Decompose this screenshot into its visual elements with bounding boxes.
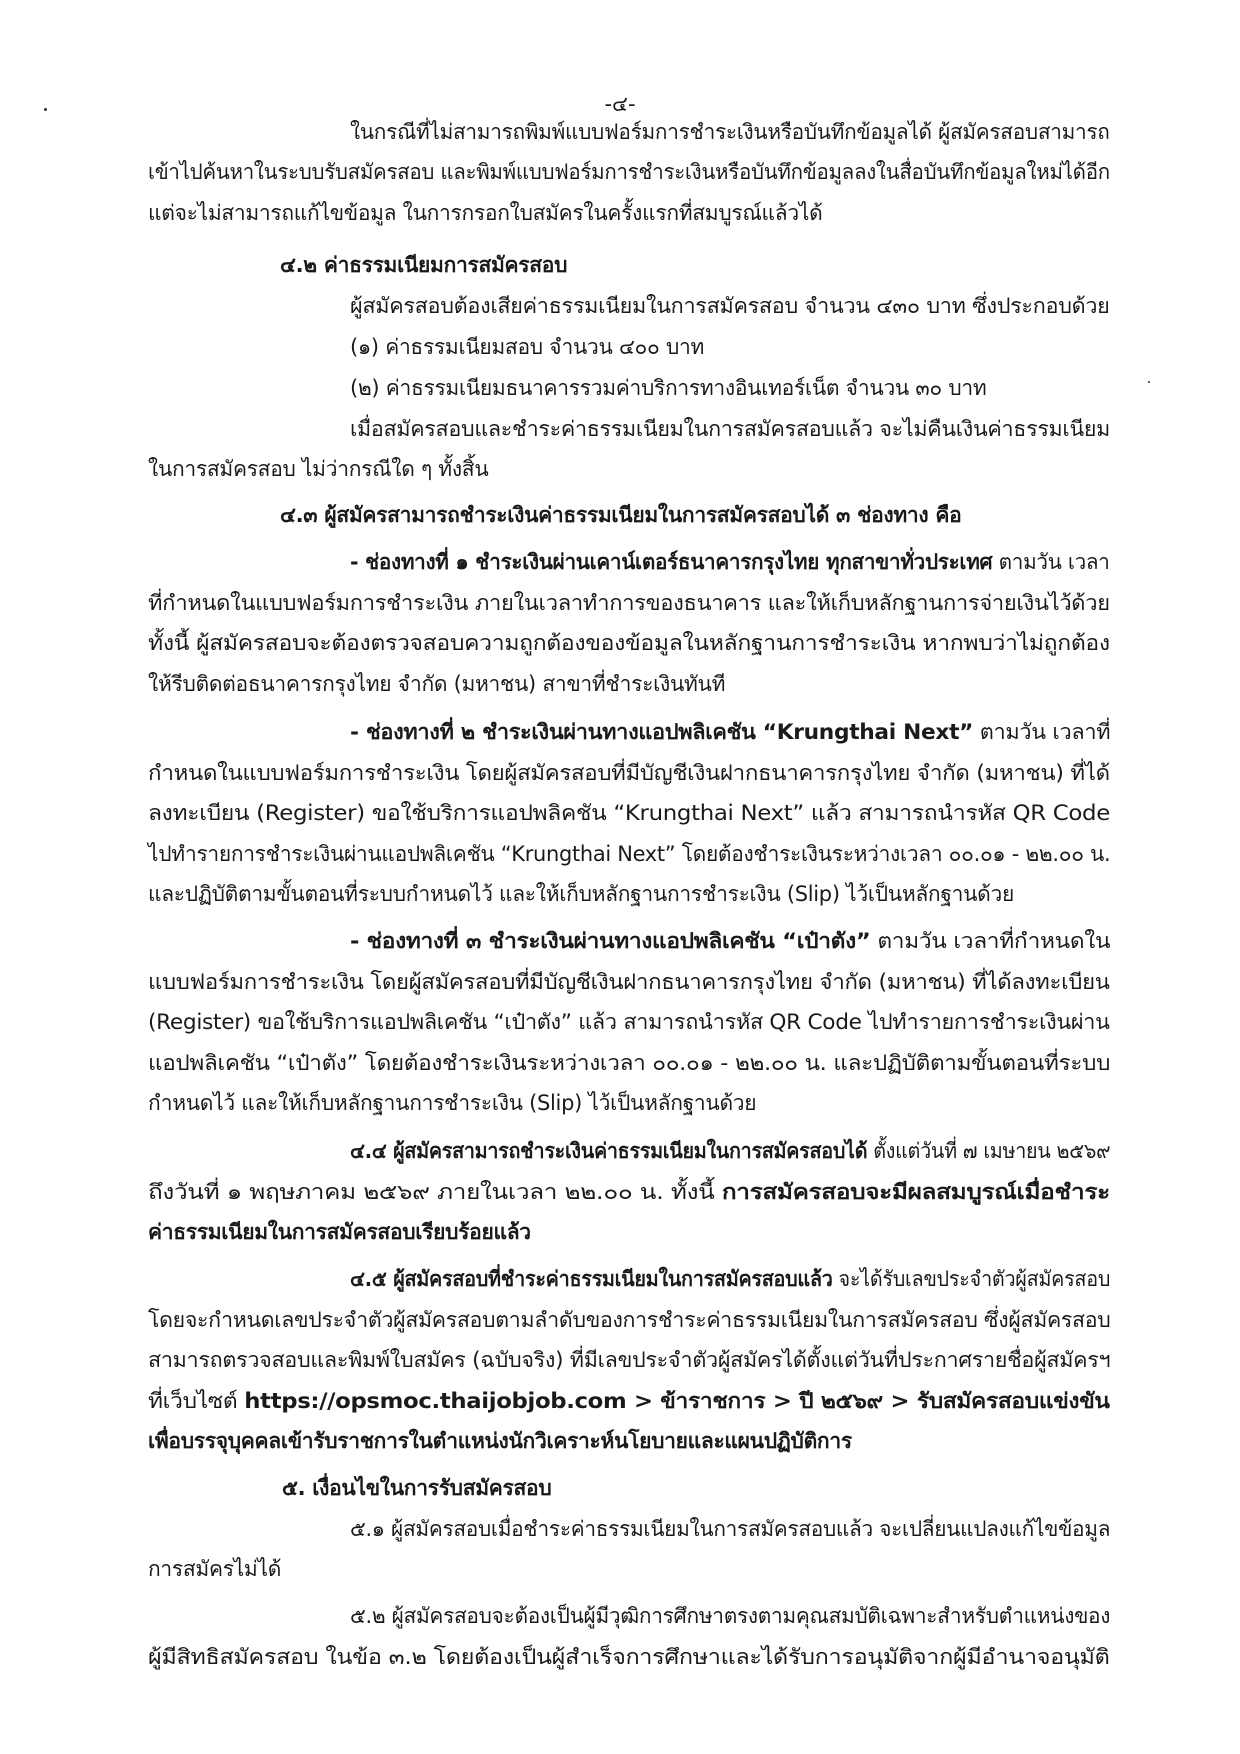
text-line bbox=[148, 1305, 1110, 1335]
text-line bbox=[148, 1426, 852, 1456]
text-line bbox=[350, 547, 1110, 577]
text-segment: แอปพลิเคชัน “เป๋าตัง” โดยต้องชำระเงินระหว่างเวลา ๐๐.๐๑ - ๒๒.๐๐ น. และปฏิบัติตามขั้นตอนที่ระบบ bbox=[148, 1051, 1111, 1075]
text-segment: จะได้รับเลขประจำตัวผู้สมัครสอบ bbox=[832, 1267, 1111, 1291]
text-segment: และปฏิบัติตามขั้นตอนที่ระบบกำหนดไว้ และให้เก็บหลักฐานการชำระเงิน (Slip) ไว้เป็นหลักฐานด้วย bbox=[148, 882, 1015, 906]
text-segment: ตั้งแต่วันที่ ๗ เมษายน ๒๕๖๙ bbox=[867, 1139, 1111, 1163]
bold-text: ๔.๔ ผู้สมัครสามารถชำระเงินค่าธรรมเนียมในการสมัครสอบได้ bbox=[350, 1139, 868, 1163]
text-segment: ตามวัน เวลา bbox=[992, 550, 1110, 574]
text-line bbox=[350, 1264, 1110, 1294]
text-line bbox=[148, 588, 1110, 618]
text-line bbox=[350, 926, 1110, 956]
bold-text: ๕. เงื่อนไขในการรับสมัครสอบ bbox=[282, 1476, 552, 1500]
text-segment: แต่จะไม่สามารถแก้ไขข้อมูล ในการกรอกใบสมัครในครั้งแรกที่สมบูรณ์แล้วได้ bbox=[148, 201, 823, 225]
text-segment: (๑) ค่าธรรมเนียมสอบ จำนวน ๔๐๐ บาท bbox=[350, 335, 705, 359]
text-line bbox=[148, 628, 1110, 658]
bold-text: ๔.๕ ผู้สมัครสอบที่ชำระค่าธรรมเนียมในการสมัครสอบแล้ว bbox=[350, 1267, 833, 1291]
bold-text: - ช่องทางที่ ๒ ชำระเงินผ่านทางแอปพลิเคชัน “Krungthai Next” bbox=[350, 720, 974, 744]
text-line bbox=[148, 1386, 1110, 1416]
bold-text: - ช่องทางที่ ๑ ชำระเงินผ่านเคาน์เตอร์ธนาคารกรุงไทย ทุกสาขาทั่วประเทศ bbox=[350, 550, 993, 574]
text-segment: โดยจะกำหนดเลขประจำตัวผู้สมัครสอบตามลำดับของการชำระค่าธรรมเนียมในการสมัครสอบ ซึ่งผู้สมัครสอบ bbox=[148, 1308, 1111, 1332]
text-line bbox=[148, 669, 725, 699]
text-line bbox=[350, 414, 1110, 444]
text-segment: ๕.๑ ผู้สมัครสอบเมื่อชำระค่าธรรมเนียมในการสมัครสอบแล้ว จะเปลี่ยนแปลงแก้ไขข้อมูล bbox=[350, 1517, 1111, 1541]
text-segment: ตามวัน เวลาที่ bbox=[973, 720, 1111, 744]
text-line bbox=[148, 1554, 281, 1584]
text-line bbox=[280, 250, 567, 280]
text-line bbox=[350, 717, 1110, 747]
text-segment: ตามวัน เวลาที่กำหนดใน bbox=[870, 929, 1111, 953]
text-segment: ทั้งนี้ ผู้สมัครสอบจะต้องตรวจสอบความถูกต้องของข้อมูลในหลักฐานการชำระเงิน หากพบว่าไม่ถูกต้อง bbox=[148, 631, 1110, 655]
text-segment: เข้าไปค้นหาในระบบรับสมัครสอบ และพิมพ์แบบฟอร์มการชำระเงินหรือบันทึกข้อมูลลงในสื่อบันทึกข้อมูลใหม่ได้อีก bbox=[148, 160, 1110, 184]
text-segment: แบบฟอร์มการชำระเงิน โดยผู้สมัครสอบที่มีบัญชีเงินฝากธนาคารกรุงไทย จำกัด (มหาชน) ที่ได้ลงทะเบียน bbox=[148, 970, 1110, 994]
text-segment: ที่กำหนดในแบบฟอร์มการชำระเงิน ภายในเวลาทำการของธนาคาร และให้เก็บหลักฐานการจ่ายเงินไว้ด้วย bbox=[148, 591, 1110, 615]
text-line bbox=[148, 967, 1110, 997]
text-segment: เมื่อสมัครสอบและชำระค่าธรรมเนียมในการสมัครสอบแล้ว จะไม่คืนเงินค่าธรรมเนียม bbox=[350, 417, 1111, 441]
scan-speck bbox=[44, 108, 47, 111]
text-segment: ในกรณีที่ไม่สามารถพิมพ์แบบฟอร์มการชำระเงินหรือบันทึกข้อมูลได้ ผู้สมัครสอบสามารถ bbox=[350, 120, 1110, 144]
text-segment: ในการสมัครสอบ ไม่ว่ากรณีใด ๆ ทั้งสิ้น bbox=[148, 457, 489, 481]
text-segment: ผู้สมัครสอบต้องเสียค่าธรรมเนียมในการสมัครสอบ จำนวน ๔๓๐ บาท ซึ่งประกอบด้วย bbox=[350, 294, 1110, 318]
text-line bbox=[350, 1136, 1110, 1166]
text-segment: ให้รีบติดต่อธนาคารกรุงไทย จำกัด (มหาชน) สาขาที่ชำระเงินทันที bbox=[148, 672, 726, 696]
text-segment: (๒) ค่าธรรมเนียมธนาคารรวมค่าบริการทางอินเทอร์เน็ต จำนวน ๓๐ บาท bbox=[350, 376, 987, 400]
text-segment: ถึงวันที่ ๑ พฤษภาคม ๒๕๖๙ ภายในเวลา ๒๒.๐๐ น. ทั้งนี้ bbox=[148, 1180, 722, 1204]
text-line bbox=[350, 291, 1110, 321]
bold-text: เพื่อบรรจุบุคคลเข้ารับราชการในตำแหน่งนักวิเคราะห์นโยบายและแผนปฏิบัติการ bbox=[148, 1429, 852, 1453]
text-segment: ๕.๒ ผู้สมัครสอบจะต้องเป็นผู้มีวุฒิการศึกษาตรงตามคุณสมบัติเฉพาะสำหรับตำแหน่งของ bbox=[350, 1604, 1111, 1628]
bold-text: - ช่องทางที่ ๓ ชำระเงินผ่านทางแอปพลิเคชัน “เป๋าตัง” bbox=[350, 929, 871, 953]
text-segment: ที่เว็บไซต์ bbox=[148, 1389, 245, 1413]
text-segment: สามารถตรวจสอบและพิมพ์ใบสมัคร (ฉบับจริง) ที่มีเลขประจำตัวผู้สมัครได้ตั้งแต่วันที่ประกาศรายชื่อผู้สมัครฯ bbox=[148, 1348, 1111, 1372]
text-line bbox=[350, 117, 1110, 147]
text-line bbox=[148, 1048, 1110, 1078]
page-number: -๔- bbox=[604, 92, 636, 116]
text-line bbox=[148, 798, 1110, 828]
text-line bbox=[148, 454, 488, 484]
bold-text: ๔.๒ ค่าธรรมเนียมการสมัครสอบ bbox=[280, 253, 568, 277]
text-line bbox=[148, 157, 1110, 187]
text-line bbox=[148, 839, 1110, 869]
text-line bbox=[148, 758, 1110, 788]
text-line bbox=[282, 1473, 551, 1503]
text-line bbox=[148, 1345, 1110, 1375]
text-line bbox=[148, 1642, 1110, 1672]
text-segment: กำหนดไว้ และให้เก็บหลักฐานการชำระเงิน (Slip) ไว้เป็นหลักฐานด้วย bbox=[148, 1091, 757, 1115]
text-line bbox=[148, 1217, 531, 1247]
text-line bbox=[280, 500, 961, 530]
text-segment: กำหนดในแบบฟอร์มการชำระเงิน โดยผู้สมัครสอบที่มีบัญชีเงินฝากธนาคารกรุงไทย จำกัด (มหาชน) ที่ได้ bbox=[148, 761, 1110, 785]
text-line bbox=[350, 1601, 1110, 1631]
bold-text: การสมัครสอบจะมีผลสมบูรณ์เมื่อชำระ bbox=[721, 1180, 1110, 1204]
text-segment: ไปทำรายการชำระเงินผ่านแอปพลิเคชัน “Krungthai Next” โดยต้องชำระเงินระหว่างเวลา ๐๐.๐๑ - ๒๒.๐๐ น. bbox=[148, 842, 1111, 866]
text-segment: การสมัครไม่ได้ bbox=[148, 1557, 282, 1581]
text-line bbox=[350, 1514, 1110, 1544]
text-line bbox=[148, 198, 822, 228]
text-segment: ผู้มีสิทธิสมัครสอบ ในข้อ ๓.๒ โดยต้องเป็นผู้สำเร็จการศึกษาและได้รับการอนุมัติจากผู้มีอำนาจอนุมัติ bbox=[148, 1645, 1110, 1669]
text-line bbox=[148, 1088, 756, 1118]
text-segment: (Register) ขอใช้บริการแอปพลิเคชัน “เป๋าตัง” แล้ว สามารถนำรหัส QR Code ไปทำรายการชำระเงินผ่าน bbox=[148, 1010, 1110, 1034]
text-segment: ลงทะเบียน (Register) ขอใช้บริการแอปพลิคชัน “Krungthai Next” แล้ว สามารถนำรหัส QR Code bbox=[148, 801, 1110, 825]
text-line bbox=[148, 879, 1014, 909]
bold-text: ค่าธรรมเนียมในการสมัครสอบเรียบร้อยแล้ว bbox=[148, 1220, 531, 1244]
bold-text: ๔.๓ ผู้สมัครสามารถชำระเงินค่าธรรมเนียมในการสมัครสอบได้ ๓ ช่องทาง คือ bbox=[280, 503, 962, 527]
text-line bbox=[350, 373, 986, 403]
text-line bbox=[350, 332, 704, 362]
scan-speck bbox=[1148, 381, 1150, 383]
bold-text: https://opsmoc.thaijobjob.com > ข้าราชการ > ปี ๒๕๖๙ > รับสมัครสอบแข่งขัน bbox=[244, 1389, 1110, 1413]
text-line bbox=[148, 1007, 1110, 1037]
text-line bbox=[148, 1177, 1110, 1207]
